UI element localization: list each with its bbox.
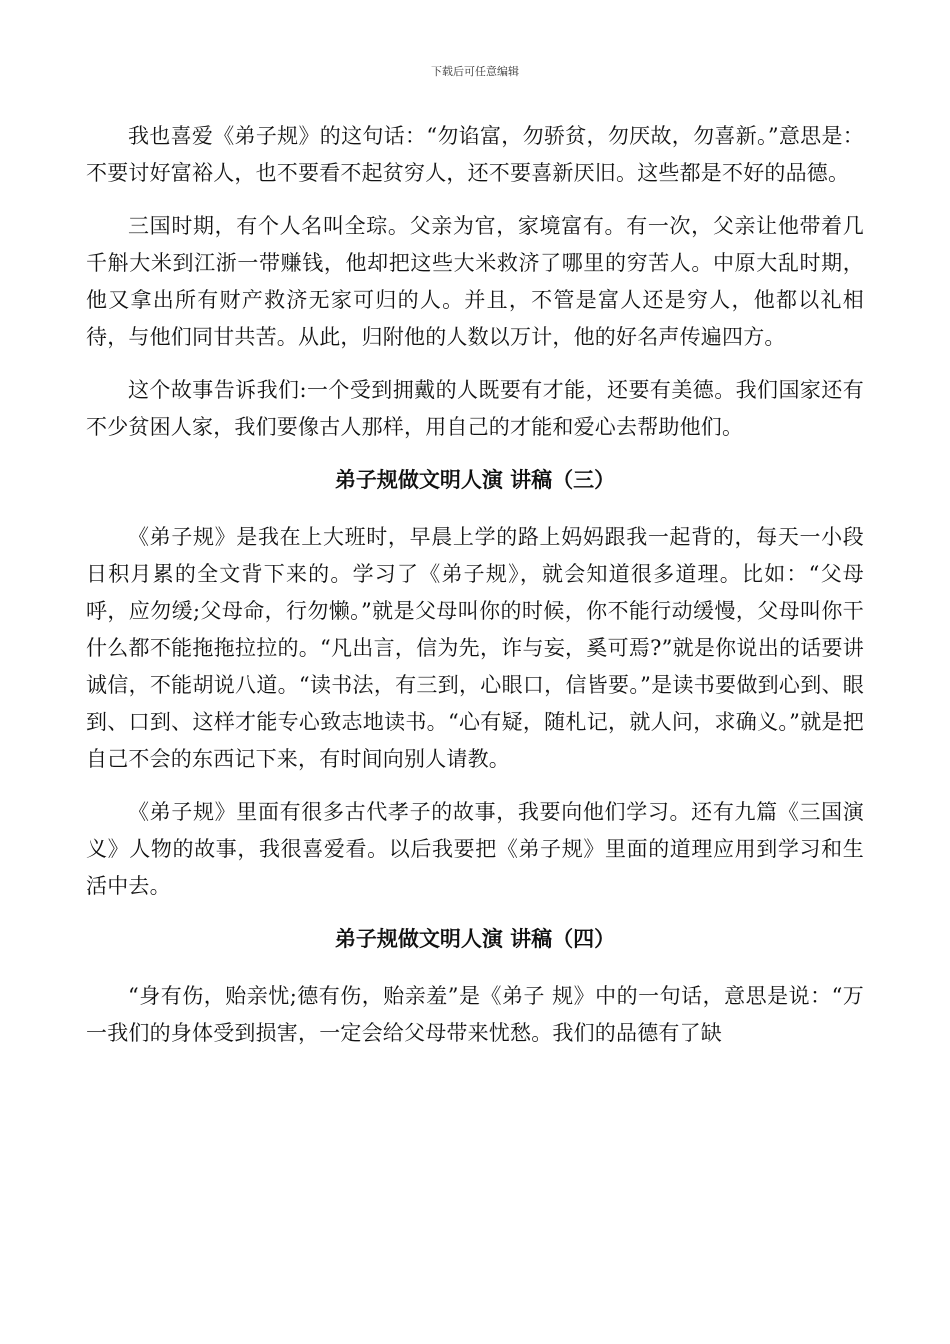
- section-title-4: 弟子规做文明人演 讲稿（四）: [334, 927, 616, 951]
- document-body: [86, 118, 864, 1068]
- paragraph-6: “身有伤，贻亲忧;德有伤，贻亲羞”是《弟子 规》中的一句话，意思是说：“万一我们的身体受到损害，一定会给父母带来忧愁。我们的品德有了缺: [86, 984, 864, 1045]
- paragraph-1: 我也喜爱《弟子规》的这句话：“勿谄富，勿骄贫，勿厌故，勿喜新。”意思是：不要讨好富裕人，也不要看不起贫穷人，还不要喜新厌旧。这些都是不好的品德。: [86, 124, 864, 185]
- paragraph-4: 《弟子规》是我在上大班时，早晨上学的路上妈妈跟我一起背的，每天一小段日积月累的全文背下来的。学习了《弟子规》，就会知道很多道理。比如：“父母呼，应勿缓;父母命，行勿懒。”就是父母叫你的时候，你不能行动缓慢，父母叫你干什么都不能拖拖拉拉的。“凡出言，信为先，诈与妄，奚可焉?”就是你说出的话要讲诚信，不能胡说八道。“读书法，有三到，心眼口，信皆要。”是读书要做到心到、眼到、口到、这样才能专心致志地读书。“心有疑，随札记，就人问，求确义。”就是把自己不会的东西记下来，有时间向别人请教。: [86, 525, 864, 771]
- page-header-note: 下载后可任意编辑: [431, 65, 519, 78]
- paragraph-5: 《弟子规》里面有很多古代孝子的故事，我要向他们学习。还有九篇《三国演义》人物的故事，我很喜爱看。以后我要把《弟子规》里面的道理应用到学习和生活中去。: [86, 800, 864, 898]
- paragraph-2: 三国时期，有个人名叫全琮。父亲为官，家境富有。有一次，父亲让他带着几千斛大米到江浙一带赚钱，他却把这些大米救济了哪里的穷苦人。中原大乱时期，他又拿出所有财产救济无家可归的人。并且，不管是富人还是穷人，他都以礼相待，与他们同甘共苦。从此，归附他的人数以万计，他的好名声传遍四方。: [86, 214, 864, 349]
- section-title-3: 弟子规做文明人演 讲稿（三）: [334, 468, 616, 492]
- paragraph-3: 这个故事告诉我们:一个受到拥戴的人既要有才能，还要有美德。我们国家还有不少贫困人家，我们要像古人那样，用自己的才能和爱心去帮助他们。: [86, 378, 864, 439]
